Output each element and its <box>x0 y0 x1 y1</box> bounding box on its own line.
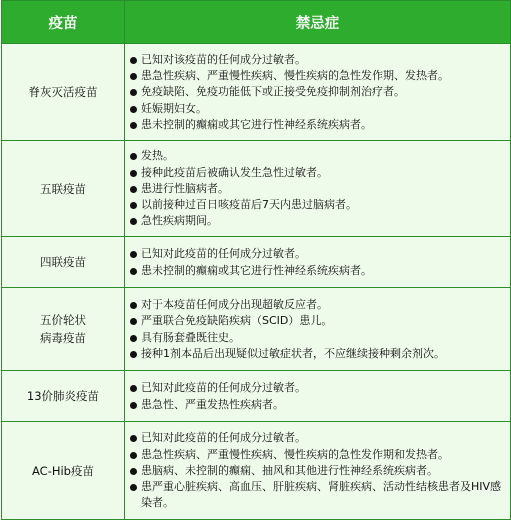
list-item: 患未控制的癫痫或其它进行性神经系统疾病者。 <box>129 263 508 279</box>
table-row <box>2 288 511 371</box>
contraindication-list <box>129 430 508 511</box>
header-contraindications: 禁忌症 <box>125 1 511 44</box>
vaccine-name: 13价肺炎疫苗 <box>2 371 125 422</box>
list-item: 严重联合免疫缺陷疾病（SCID）患儿。 <box>129 313 508 329</box>
table-header-row <box>2 1 511 44</box>
table-row <box>2 44 511 141</box>
contraindication-cell <box>125 371 511 422</box>
list-item: 患急性、严重发热性疾病者。 <box>129 397 508 413</box>
list-item: 以前接种过百日咳疫苗后7天内患过脑病者。 <box>129 197 508 213</box>
list-item: 发热。 <box>129 148 508 164</box>
list-item: 妊娠期妇女。 <box>129 101 508 117</box>
contraindication-list <box>129 148 508 229</box>
list-item: 已知对此疫苗的任何成分过敏者。 <box>129 246 508 262</box>
vaccine-name-line: 病毒疫苗 <box>40 331 86 345</box>
list-item: 已知对该疫苗的任何成分过敏者。 <box>129 52 508 68</box>
contraindication-cell <box>125 422 511 520</box>
vaccine-name: 四联疫苗 <box>2 237 125 288</box>
list-item: 具有肠套叠既往史。 <box>129 330 508 346</box>
list-item: 已知对此疫苗的任何成分过敏者。 <box>129 380 508 396</box>
vaccine-name: AC-Hib疫苗 <box>2 422 125 520</box>
contraindication-list <box>129 297 508 362</box>
list-item: 患脑病、未控制的癫痫、抽风和其他进行性神经系统疾病者。 <box>129 463 508 479</box>
list-item: 患急性疾病、严重慢性疾病、慢性疾病的急性发作期和发热者。 <box>129 447 508 463</box>
vaccine-name: 脊灰灭活疫苗 <box>2 44 125 141</box>
list-item: 已知对此疫苗的任何成分过敏者。 <box>129 430 508 446</box>
vaccine-name <box>2 288 125 371</box>
vaccine-name-line: 五价轮状 <box>40 313 86 327</box>
table-row <box>2 422 511 520</box>
list-item: 接种此疫苗后被确认发生急性过敏者。 <box>129 165 508 181</box>
table-row <box>2 237 511 288</box>
contraindication-list <box>129 246 508 279</box>
contraindication-cell <box>125 141 511 237</box>
list-item: 患进行性脑病者。 <box>129 181 508 197</box>
list-item: 患严重心脏疾病、高血压、肝脏疾病、肾脏疾病、活动性结核患者及HIV感染者。 <box>129 479 508 512</box>
vaccine-name: 五联疫苗 <box>2 141 125 237</box>
list-item: 患急性疾病、严重慢性疾病、慢性疾病的急性发作期、发热者。 <box>129 68 508 84</box>
list-item: 急性疾病期间。 <box>129 213 508 229</box>
table-row <box>2 141 511 237</box>
list-item: 对于本疫苗任何成分出现超敏反应者。 <box>129 297 508 313</box>
contraindication-cell <box>125 44 511 141</box>
table-row <box>2 371 511 422</box>
contraindication-cell <box>125 288 511 371</box>
list-item: 患未控制的癫痫或其它进行性神经系统疾病者。 <box>129 117 508 133</box>
header-vaccine: 疫苗 <box>2 1 125 44</box>
list-item: 接种1剂本品后出现疑似过敏症状者，不应继续接种剩余剂次。 <box>129 346 508 362</box>
contraindication-cell <box>125 237 511 288</box>
list-item: 免疫缺陷、免疫功能低下或正接受免疫抑制剂治疗者。 <box>129 84 508 100</box>
contraindications-table <box>1 0 511 520</box>
contraindication-list <box>129 52 508 133</box>
contraindication-list <box>129 380 508 413</box>
